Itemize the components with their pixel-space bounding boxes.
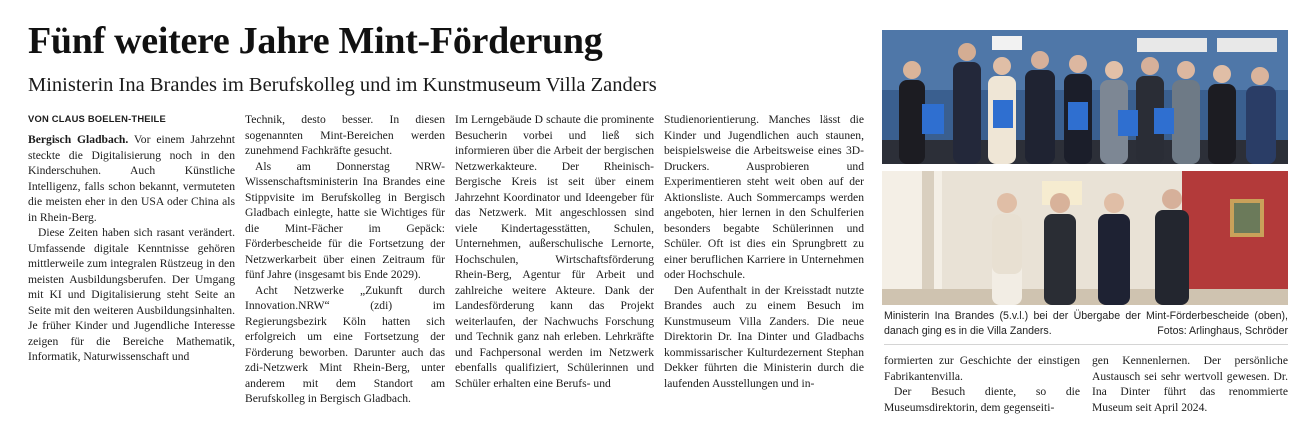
article-column-1: [28, 112, 235, 365]
paragraph: Im Lerngebäude D schaute die prominente Besucherin vorbei und ließ sich informieren über die Arbeit der bergischen Netzwerkakteure. Der Rheinisch-Bergische Kreis ist seit über einem Jahrzehnt Koordinator und Ideengeber für das Netzwerk. Mit angeschlossen sind viele Kindertagesstätten, Schulen, Unternehmen, außerschulische Lernorte, Hochschulen, Wirtschaftsförderung Rhein-Berg, Agentur für Arbeit und zahlreiche weitere Akteure. Dank der Landesförderung kann das Projekt weiterlaufen, der Nachwuchs Forschung und Technik ganz nah erleben. Lehrkräfte und Fachpersonal werden im Netzwerk ebenfalls qualifiziert, Schülerinnen und Schüler erhalten eine Berufs- und: [455, 113, 654, 390]
villa-photo-illustration: [882, 171, 1288, 305]
paragraph: Technik, desto besser. In diesen sogenannten Mint-Bereichen werden zunehmend Fachkräfte gesucht.: [245, 113, 445, 157]
paragraph: [28, 132, 235, 225]
villa-zanders-photo: [882, 171, 1288, 305]
byline: VON CLAUS BOELEN-THEILE: [28, 113, 166, 124]
paragraph-text: Vor einem Jahrzehnt steckte die Digitalisierung noch in den Kinderschuhen. Auch Künstliche Intelligenz, falls schon bekannt, vermuteten die meisten eher in den USA oder China als in Rhein-Berg.: [28, 133, 235, 224]
article-column-3: [455, 112, 654, 391]
article-column-6: [1092, 353, 1288, 415]
photo-caption: [884, 309, 1288, 338]
caption-text: Ministerin Ina Brandes (5.v.l.) bei der Übergabe der Mint-Förderbescheide (oben), danach ging es in die Villa Zanders.: [884, 310, 1288, 337]
paragraph: Acht Netzwerke „Zukunft durch Innovation.NRW“ (zdi) im Regierungsbezirk Köln hatten sich erfolgreich um eine Fortsetzung der Förderung beworben. Darunter auch das zdi-Netzwerk Mint Rhein-Berg, unter anderem mit dem Standort am Berufskolleg in Bergisch Gladbach.: [245, 283, 445, 405]
paragraph: Den Aufenthalt in der Kreisstadt nutzte Brandes auch zu einem Besuch im Kunstmuseum Villa Zanders. Die neue Direktorin Dr. Ina Dinter und Gladbachs kommissarischer Kulturdezernent Stephan Dekker führten die Ministerin durch die laufenden Ausstellungen und in-: [664, 283, 864, 390]
article-column-4: [664, 112, 864, 391]
headline: Fünf weitere Jahre Mint-Förderung: [28, 20, 603, 62]
paragraph: gen Kennenlernen. Der persönliche Austausch sei sehr wertvoll gewesen. Dr. Ina Dinter führt das renommierte Museum seit April 2024.: [1092, 354, 1288, 414]
photo-credit: Fotos: Arlinghaus, Schröder: [1157, 324, 1288, 337]
group-photo-berufskolleg: [882, 30, 1288, 164]
article-column-2: [245, 112, 445, 407]
subheadline: Ministerin Ina Brandes im Berufskolleg und im Kunstmuseum Villa Zanders: [28, 74, 657, 96]
paragraph: Als am Donnerstag NRW-Wissenschaftsministerin Ina Brandes eine Stippvisite im Berufskolleg in Bergisch Gladbach einlegte, hatte sie Wichtiges für die Mint-Fächer im Gepäck: Förderbescheide für die Fortsetzung der Netzwerkarbeit über einen Zeitraum für fünf Jahre (insgesamt bis Ende 2029).: [245, 159, 445, 281]
paragraph: Diese Zeiten haben sich rasant verändert. Umfassende digitale Kenntnisse gehören mittlerweile zum integralen Rüstzeug in den meisten Ausbildungsberufen. Der Umgang mit KI und Digitalisierung steht Seite an Seite mit den weiteren Ausbildungsinhalten. Je früher Kinder und Jugendliche Interesse zeigen für die Bereiche Mathematik, Informatik, Naturwissenschaft und: [28, 226, 235, 363]
caption-divider: [884, 344, 1288, 345]
group-photo-illustration: [882, 30, 1288, 164]
paragraph: Der Besuch diente, so die Museumsdirektorin, dem gegenseiti-: [884, 385, 1080, 414]
dateline: Bergisch Gladbach.: [28, 133, 129, 146]
paragraph: Studienorientierung. Manches lässt die Kinder und Jugendlichen auch staunen, beispielsweise die Arbeitsweise eines 3D-Druckers. Ausprobieren und Experimentieren steht weit oben auf der Aktionsliste. Auch Sommercamps werden angeboten, hier lernen in den Schulferien besonders begabte Schülerinnen und Schüler. Oft ist dies ein Sprungbrett zu einer beruflichen Karriere in Unternehmen oder Hochschule.: [664, 113, 864, 281]
article-column-5: [884, 353, 1080, 415]
paragraph: formierten zur Geschichte der einstigen Fabrikantenvilla.: [884, 354, 1080, 383]
